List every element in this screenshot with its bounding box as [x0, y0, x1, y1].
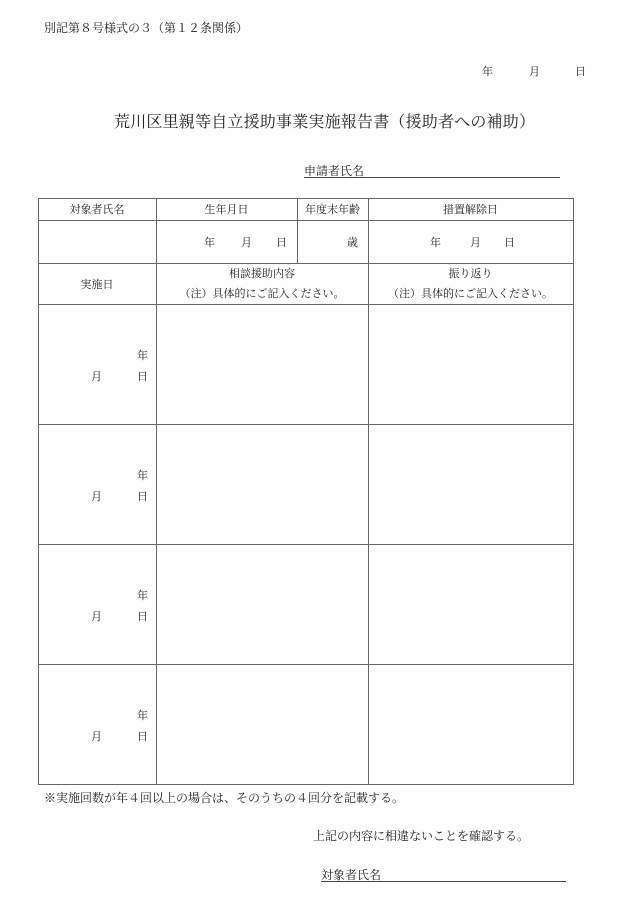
reflection-note: （注）具体的にご記入ください。 — [388, 286, 553, 300]
entry-year-unit: 年 — [137, 589, 148, 602]
birth-date-input[interactable] — [156, 220, 297, 263]
entry-content-input[interactable] — [156, 544, 368, 664]
confirmation-text: 上記の内容に相違ないことを確認する。 — [313, 829, 530, 843]
header-implementation-date: 実施日 — [80, 277, 114, 291]
entry-reflection-input[interactable] — [368, 544, 573, 664]
subject-name-input[interactable] — [38, 220, 156, 263]
entry-date-input[interactable] — [38, 664, 156, 784]
date-day-label: 日 — [575, 65, 586, 78]
signer-name-field[interactable] — [321, 866, 566, 882]
consultation-label: 相談援助内容 — [229, 266, 295, 280]
birth-month-unit: 月 — [241, 235, 252, 249]
entry-reflection-input[interactable] — [368, 664, 573, 784]
entry-content-input[interactable] — [156, 424, 368, 544]
entry-date-input[interactable] — [38, 304, 156, 424]
entry-reflection-input[interactable] — [368, 304, 573, 424]
date-month-label: 月 — [529, 65, 540, 78]
entry-date-input[interactable] — [38, 424, 156, 544]
applicant-name-field[interactable] — [304, 162, 560, 178]
date-year-label: 年 — [482, 65, 493, 78]
form-number: 別記第８号様式の３（第１２条関係） — [44, 21, 249, 35]
header-consultation — [156, 263, 368, 304]
entry-year-unit: 年 — [137, 349, 148, 362]
release-day-unit: 日 — [504, 235, 515, 249]
entry-year-unit: 年 — [137, 469, 148, 482]
entry-year-unit: 年 — [137, 709, 148, 722]
entry-month-unit: 月 — [91, 610, 102, 623]
release-date-input[interactable] — [368, 220, 573, 263]
reflection-label: 振り返り — [448, 266, 493, 280]
consultation-note: （注）具体的にご記入ください。 — [179, 286, 345, 300]
entry-day-unit: 日 — [137, 730, 148, 743]
age-unit: 歳 — [347, 235, 358, 249]
entry-content-input[interactable] — [156, 304, 368, 424]
birth-year-unit: 年 — [204, 235, 215, 249]
applicant-name-label: 申請者氏名 — [304, 164, 365, 178]
entry-reflection-input[interactable] — [368, 424, 573, 544]
entry-day-unit: 日 — [137, 490, 148, 503]
header-subject-name: 対象者氏名 — [69, 203, 125, 216]
birth-day-unit: 日 — [276, 235, 287, 249]
signer-name-label: 対象者氏名 — [321, 868, 382, 882]
entry-month-unit: 月 — [91, 370, 102, 383]
footnote: ※実施回数が年４回以上の場合は、そのうちの４回分を記載する。 — [44, 791, 405, 805]
header-release-date: 措置解除日 — [443, 203, 498, 216]
page-title: 荒川区里親等自立援助事業実施報告書（援助者への補助） — [114, 112, 536, 131]
header-age: 年度末年齢 — [305, 203, 360, 216]
entry-day-unit: 日 — [137, 370, 148, 383]
header-birth-date: 生年月日 — [204, 203, 249, 216]
entry-date-input[interactable] — [38, 544, 156, 664]
entry-month-unit: 月 — [91, 730, 102, 743]
entry-content-input[interactable] — [156, 664, 368, 784]
report-table — [38, 198, 574, 785]
entry-day-unit: 日 — [137, 610, 148, 623]
entry-month-unit: 月 — [91, 490, 102, 503]
release-year-unit: 年 — [430, 235, 441, 249]
age-input[interactable] — [297, 220, 368, 263]
header-reflection — [368, 263, 573, 304]
release-month-unit: 月 — [470, 235, 481, 249]
